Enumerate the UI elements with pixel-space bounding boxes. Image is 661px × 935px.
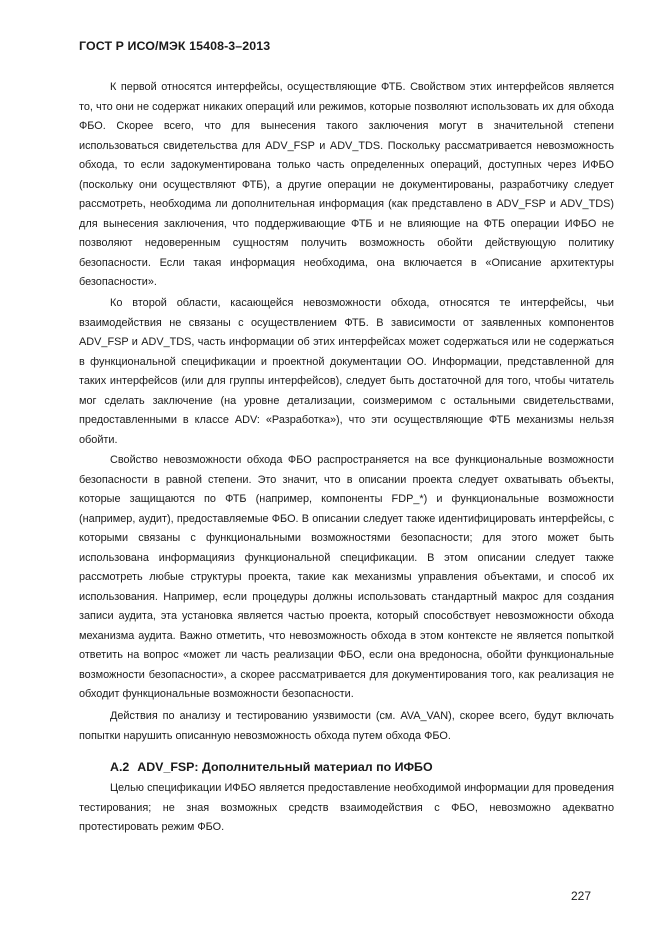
paragraph-1: К первой относятся интерфейсы, осуществляющие ФТБ. Свойством этих интерфейсов является то, что они не содержат никаких операций или режимов, которые позволяют использовать их для обхода ФБО. Скорее всего, что для вынесения такого заключения могут в значительной степени использоваться свидетельства для ADV_FSP и ADV_TDS. Поскольку рассматривается невозможность обхода, то если задокументирована только часть определенных операций, доступных через ИФБО (поскольку они осуществляют ФТБ), а другие операции не документированы, разработчику следует рассмотреть, необходима ли дополнительная информация (как представлено в ADV_FSP и ADV_TDS) для вынесения заключения, что поддерживающие ФТБ и не влияющие на ФТБ операции ИФБО не позволяют недоверенным сущностям получить возможность обойти действующую политику безопасности. Если такая информация необходима, она включается в «Описание архитектуры безопасности». [79, 81, 614, 288]
paragraph-2: Ко второй области, касающейся невозможности обхода, относятся те интерфейсы, чьи взаимодействия не связаны с осуществлением ФТБ. В зависимости от заявленных компонентов ADV_FSP и ADV_TDS, часть информации об этих интерфейсах может содержаться или не содержаться в функциональной спецификации и проектной документации ОО. Информации, представленной для таких интерфейсов (или для группы интерфейсов), следует быть достаточной для того, чтобы читатель мог сделать заключение (на уровне детализации, соизмеримом с остальными свидетельствами, предоставленными в классе ADV: «Разработка»), что эти осуществляющие ФТБ механизмы нельзя обойти. [79, 297, 614, 446]
section-paragraph: Целью спецификации ИФБО является предоставление необходимой информации для проведения тестирования; не зная возможных средств взаимодействия с ФБО, невозможно адекватно протестировать режим ФБО. [79, 782, 614, 833]
paragraph-4: Действия по анализу и тестированию уязвимости (см. AVA_VAN), скорее всего, будут включать попытки нарушить описанную невозможность обхода путем обхода ФБО. [79, 710, 614, 742]
section-number: A.2 [110, 760, 130, 774]
section-heading [110, 760, 433, 774]
page-number: 227 [570, 889, 591, 903]
document-header: ГОСТ Р ИСО/МЭК 15408-3–2013 [79, 39, 271, 53]
section-title: ADV_FSP: Дополнительный материал по ИФБО [137, 760, 433, 774]
paragraph-3: Свойство невозможности обхода ФБО распространяется на все функциональные возможности безопасности в равной степени. Это значит, что в описании проекта следует охватывать объекты, которые защищаются по ФТБ (например, компоненты FDP_*) и функциональные возможности (например, аудит), предоставляемые ФБО. В описании следует также идентифицировать интерфейсы, с которыми связаны с функциональными возможностями безопасности; для этого может быть использована информацияиз функциональной спецификации. В этом описании следует также рассмотреть любые структуры проекта, такие как механизмы управления объектами, и способ их использования. Например, если процедуры должны использовать стандартный макрос для создания записи аудита, эта установка является частью проекта, который способствует невозможности обхода механизма аудита. Важно отметить, что невозможность обхода в этом контексте не является попыткой ответить на вопрос «может ли часть реализации ФБО, если она вредоносна, обойти функциональные возможности безопасности», а скорее рассматривается для документирования того, как реализация не обходит функциональные возможности безопасности. [79, 454, 614, 700]
